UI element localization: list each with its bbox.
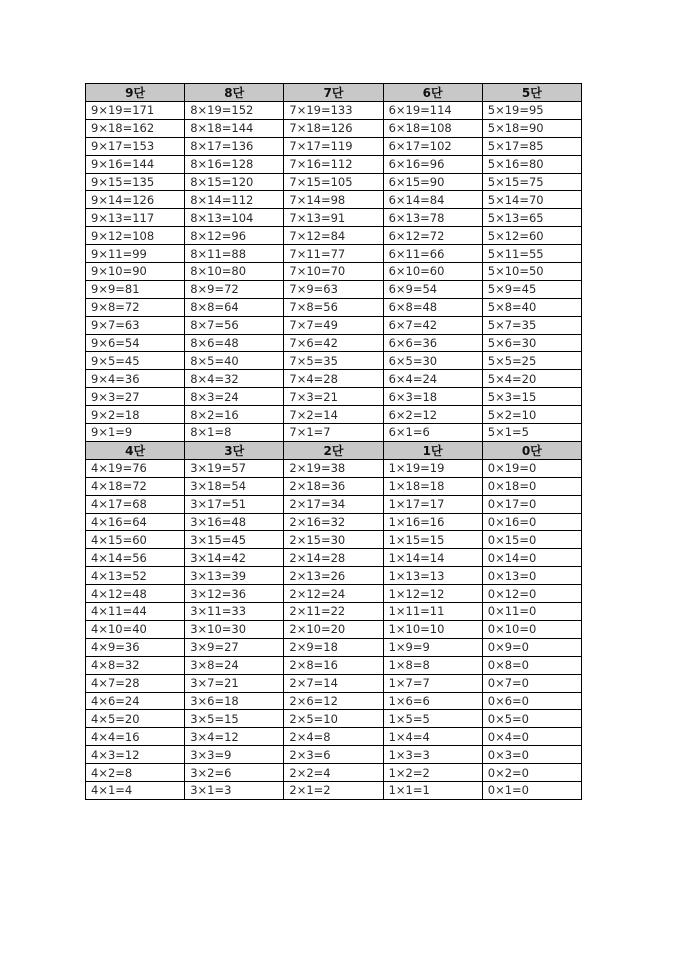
table-cell: 8×16=128 [185,155,284,173]
table-cell: 6×5=30 [383,352,482,370]
table-cell: 7×13=91 [284,209,383,227]
table-cell: 9×15=135 [86,173,185,191]
table-cell: 2×10=20 [284,620,383,638]
table-cell: 6×9=54 [383,280,482,298]
table-cell: 6×16=96 [383,155,482,173]
table-cell: 3×6=18 [185,692,284,710]
table-cell: 5×8=40 [482,298,581,316]
table-cell: 6×7=42 [383,316,482,334]
table-cell: 1×6=6 [383,692,482,710]
table-cell: 5×15=75 [482,173,581,191]
table-cell: 6×11=66 [383,245,482,263]
table-cell: 0×14=0 [482,549,581,567]
table-cell: 8×7=56 [185,316,284,334]
table-cell: 4×5=20 [86,710,185,728]
table-row [86,567,582,585]
table-row [86,603,582,621]
table-cell: 7×16=112 [284,155,383,173]
table-cell: 0×16=0 [482,513,581,531]
table-row [86,674,582,692]
table-cell: 2×12=24 [284,585,383,603]
table-cell: 8×17=136 [185,137,284,155]
table-cell: 6×18=108 [383,119,482,137]
table-cell: 6×2=12 [383,406,482,424]
table-cell: 3×5=15 [185,710,284,728]
table-cell: 4×12=48 [86,585,185,603]
table-cell: 0×17=0 [482,495,581,513]
table-cell: 9×5=45 [86,352,185,370]
table-cell: 5×16=80 [482,155,581,173]
table-row [86,585,582,603]
table-cell: 6×13=78 [383,209,482,227]
table-cell: 6×1=6 [383,424,482,442]
table-cell: 8×2=16 [185,406,284,424]
column-header: 1단 [383,441,482,459]
table-cell: 4×9=36 [86,638,185,656]
table-cell: 1×12=12 [383,585,482,603]
table-cell: 6×6=36 [383,334,482,352]
table-cell: 7×8=56 [284,298,383,316]
column-header: 7단 [284,84,383,102]
table-row [86,710,582,728]
table-cell: 2×8=16 [284,656,383,674]
table-row [86,459,582,477]
table-cell: 7×5=35 [284,352,383,370]
column-header: 9단 [86,84,185,102]
table-cell: 0×3=0 [482,746,581,764]
table-cell: 8×18=144 [185,119,284,137]
table-row [86,781,582,799]
column-header: 6단 [383,84,482,102]
table-row [86,477,582,495]
table-cell: 4×13=52 [86,567,185,585]
table-cell: 2×9=18 [284,638,383,656]
table-cell: 7×2=14 [284,406,383,424]
table-cell: 5×6=30 [482,334,581,352]
table-row [86,692,582,710]
table-row [86,280,582,298]
table-cell: 7×18=126 [284,119,383,137]
table-cell: 4×16=64 [86,513,185,531]
table-cell: 8×6=48 [185,334,284,352]
table-row [86,316,582,334]
table-cell: 2×3=6 [284,746,383,764]
table-row [86,227,582,245]
table-row [86,531,582,549]
table-row [86,173,582,191]
table-cell: 7×1=7 [284,424,383,442]
table-cell: 3×3=9 [185,746,284,764]
table-cell: 1×19=19 [383,459,482,477]
table-row [86,620,582,638]
table-cell: 0×10=0 [482,620,581,638]
table-cell: 9×4=36 [86,370,185,388]
table-cell: 4×2=8 [86,764,185,782]
table-cell: 5×11=55 [482,245,581,263]
table-cell: 9×14=126 [86,191,185,209]
table-row [86,352,582,370]
table-cell: 5×1=5 [482,424,581,442]
table-cell: 1×14=14 [383,549,482,567]
table-cell: 5×19=95 [482,102,581,120]
table-cell: 3×1=3 [185,781,284,799]
table-cell: 6×15=90 [383,173,482,191]
table-cell: 2×18=36 [284,477,383,495]
table-cell: 3×15=45 [185,531,284,549]
table-cell: 4×11=44 [86,603,185,621]
table-row [86,102,582,120]
table-cell: 6×14=84 [383,191,482,209]
table-cell: 5×14=70 [482,191,581,209]
table-cell: 8×3=24 [185,388,284,406]
table-row [86,549,582,567]
table-cell: 2×15=30 [284,531,383,549]
table-cell: 9×18=162 [86,119,185,137]
table-cell: 1×4=4 [383,728,482,746]
table-cell: 4×3=12 [86,746,185,764]
column-header: 0단 [482,441,581,459]
table-cell: 8×11=88 [185,245,284,263]
table-cell: 5×3=15 [482,388,581,406]
table-cell: 2×17=34 [284,495,383,513]
table-cell: 3×4=12 [185,728,284,746]
table-cell: 3×16=48 [185,513,284,531]
table-cell: 7×11=77 [284,245,383,263]
table-cell: 7×4=28 [284,370,383,388]
table-cell: 6×12=72 [383,227,482,245]
table-cell: 6×4=24 [383,370,482,388]
column-header: 2단 [284,441,383,459]
table-cell: 8×9=72 [185,280,284,298]
table-cell: 3×7=21 [185,674,284,692]
table-row [86,513,582,531]
table-cell: 9×19=171 [86,102,185,120]
table-row [86,245,582,263]
table-cell: 7×10=70 [284,263,383,281]
table-cell: 9×12=108 [86,227,185,245]
table-cell: 3×8=24 [185,656,284,674]
table-cell: 7×19=133 [284,102,383,120]
table-cell: 0×7=0 [482,674,581,692]
table-cell: 2×2=4 [284,764,383,782]
column-header: 5단 [482,84,581,102]
table-row [86,209,582,227]
table-cell: 8×10=80 [185,263,284,281]
table-cell: 5×4=20 [482,370,581,388]
table-cell: 3×13=39 [185,567,284,585]
table-cell: 9×3=27 [86,388,185,406]
table-cell: 3×18=54 [185,477,284,495]
table-cell: 0×13=0 [482,567,581,585]
table-cell: 4×10=40 [86,620,185,638]
column-header: 8단 [185,84,284,102]
table-cell: 6×17=102 [383,137,482,155]
table-row [86,764,582,782]
table-cell: 3×12=36 [185,585,284,603]
table-row [86,155,582,173]
multiplication-table [85,83,582,800]
table-cell: 1×13=13 [383,567,482,585]
table-cell: 2×4=8 [284,728,383,746]
table-cell: 4×7=28 [86,674,185,692]
table-cell: 2×19=38 [284,459,383,477]
multiplication-table-body [86,84,582,800]
header-row [86,84,582,102]
table-cell: 0×2=0 [482,764,581,782]
table-cell: 7×7=49 [284,316,383,334]
table-cell: 6×3=18 [383,388,482,406]
table-cell: 4×15=60 [86,531,185,549]
table-row [86,656,582,674]
table-cell: 1×8=8 [383,656,482,674]
table-cell: 8×4=32 [185,370,284,388]
table-cell: 5×10=50 [482,263,581,281]
table-row [86,263,582,281]
table-cell: 0×8=0 [482,656,581,674]
table-cell: 6×8=48 [383,298,482,316]
table-cell: 2×6=12 [284,692,383,710]
table-cell: 1×3=3 [383,746,482,764]
table-row [86,119,582,137]
table-row [86,495,582,513]
table-cell: 2×5=10 [284,710,383,728]
table-cell: 0×18=0 [482,477,581,495]
table-cell: 2×16=32 [284,513,383,531]
table-row [86,334,582,352]
table-row [86,191,582,209]
table-row [86,388,582,406]
table-cell: 2×14=28 [284,549,383,567]
table-cell: 4×17=68 [86,495,185,513]
table-cell: 0×6=0 [482,692,581,710]
table-cell: 4×19=76 [86,459,185,477]
table-cell: 4×1=4 [86,781,185,799]
table-cell: 2×11=22 [284,603,383,621]
table-cell: 7×9=63 [284,280,383,298]
table-cell: 6×19=114 [383,102,482,120]
table-cell: 9×7=63 [86,316,185,334]
table-cell: 4×6=24 [86,692,185,710]
table-cell: 9×11=99 [86,245,185,263]
table-cell: 8×1=8 [185,424,284,442]
table-cell: 8×13=104 [185,209,284,227]
table-cell: 2×13=26 [284,567,383,585]
table-cell: 1×18=18 [383,477,482,495]
table-row [86,370,582,388]
table-row [86,746,582,764]
table-cell: 0×1=0 [482,781,581,799]
table-cell: 0×19=0 [482,459,581,477]
table-cell: 3×17=51 [185,495,284,513]
table-cell: 6×10=60 [383,263,482,281]
table-cell: 9×6=54 [86,334,185,352]
table-cell: 7×3=21 [284,388,383,406]
table-cell: 0×12=0 [482,585,581,603]
table-cell: 9×13=117 [86,209,185,227]
table-row [86,137,582,155]
table-cell: 3×19=57 [185,459,284,477]
table-cell: 5×12=60 [482,227,581,245]
header-row [86,441,582,459]
table-cell: 1×5=5 [383,710,482,728]
table-cell: 5×9=45 [482,280,581,298]
table-cell: 2×1=2 [284,781,383,799]
table-cell: 7×17=119 [284,137,383,155]
table-row [86,424,582,442]
table-cell: 1×1=1 [383,781,482,799]
table-cell: 4×18=72 [86,477,185,495]
table-cell: 5×13=65 [482,209,581,227]
table-cell: 1×7=7 [383,674,482,692]
table-cell: 8×12=96 [185,227,284,245]
table-cell: 8×14=112 [185,191,284,209]
table-cell: 9×1=9 [86,424,185,442]
table-cell: 9×8=72 [86,298,185,316]
table-cell: 4×14=56 [86,549,185,567]
table-cell: 0×15=0 [482,531,581,549]
table-cell: 1×10=10 [383,620,482,638]
table-cell: 3×11=33 [185,603,284,621]
table-cell: 9×10=90 [86,263,185,281]
table-cell: 1×16=16 [383,513,482,531]
table-cell: 5×17=85 [482,137,581,155]
table-row [86,406,582,424]
table-cell: 7×6=42 [284,334,383,352]
table-cell: 0×9=0 [482,638,581,656]
table-row [86,298,582,316]
table-cell: 7×15=105 [284,173,383,191]
table-cell: 0×11=0 [482,603,581,621]
table-cell: 7×14=98 [284,191,383,209]
table-cell: 3×9=27 [185,638,284,656]
table-row [86,638,582,656]
table-cell: 1×9=9 [383,638,482,656]
table-cell: 1×2=2 [383,764,482,782]
table-cell: 0×4=0 [482,728,581,746]
column-header: 3단 [185,441,284,459]
table-cell: 7×12=84 [284,227,383,245]
table-cell: 5×5=25 [482,352,581,370]
column-header: 4단 [86,441,185,459]
table-cell: 9×2=18 [86,406,185,424]
table-cell: 1×11=11 [383,603,482,621]
table-cell: 3×10=30 [185,620,284,638]
table-cell: 9×9=81 [86,280,185,298]
table-cell: 5×7=35 [482,316,581,334]
table-cell: 8×5=40 [185,352,284,370]
table-cell: 5×18=90 [482,119,581,137]
table-cell: 1×17=17 [383,495,482,513]
table-cell: 9×17=153 [86,137,185,155]
table-cell: 8×19=152 [185,102,284,120]
table-cell: 3×14=42 [185,549,284,567]
table-cell: 4×8=32 [86,656,185,674]
table-cell: 1×15=15 [383,531,482,549]
table-row [86,728,582,746]
table-cell: 9×16=144 [86,155,185,173]
table-cell: 0×5=0 [482,710,581,728]
table-cell: 2×7=14 [284,674,383,692]
table-cell: 8×8=64 [185,298,284,316]
table-cell: 4×4=16 [86,728,185,746]
table-cell: 5×2=10 [482,406,581,424]
table-cell: 8×15=120 [185,173,284,191]
table-cell: 3×2=6 [185,764,284,782]
